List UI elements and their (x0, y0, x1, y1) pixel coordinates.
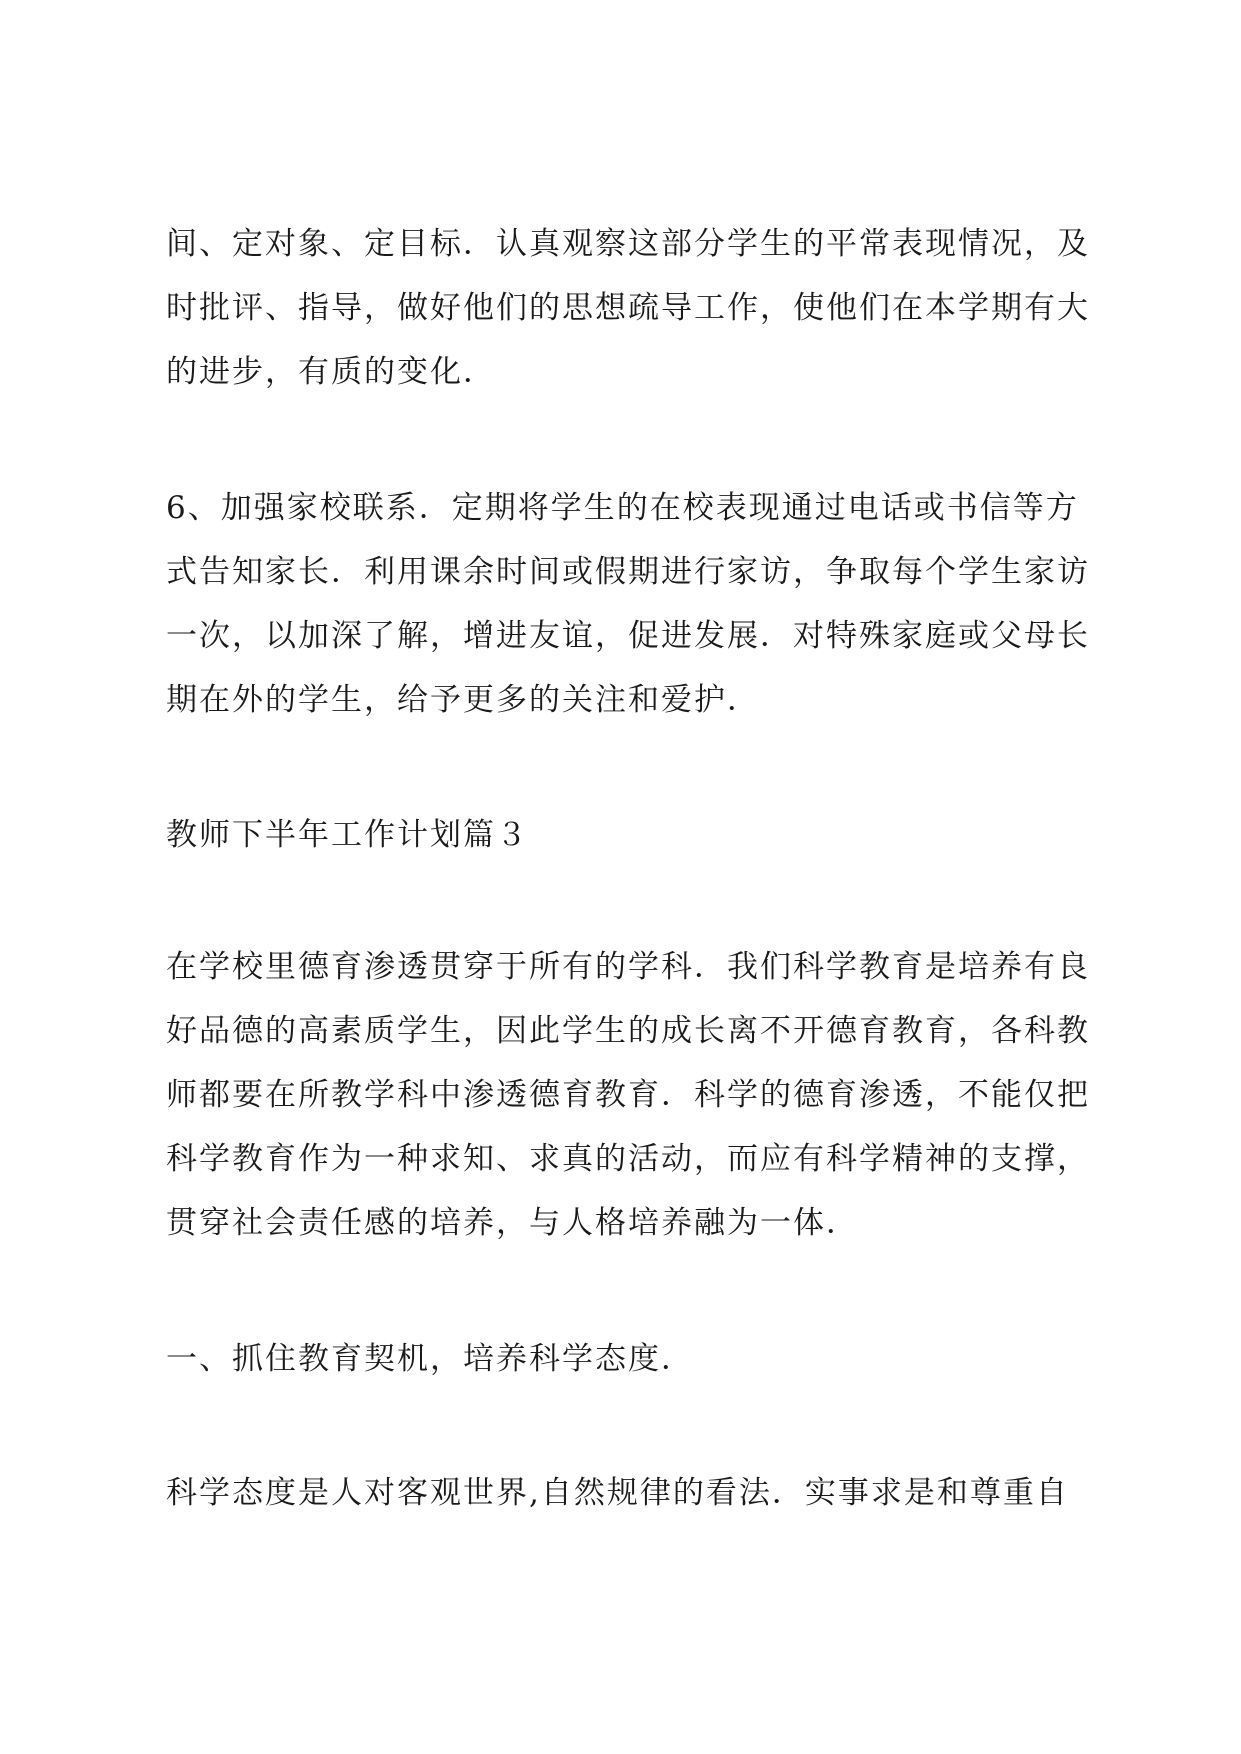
text-line: 贯穿社会责任感的培养，与人格培养融为一体． (166, 1205, 859, 1241)
text-line: 式告知家长．利用课余时间或假期进行家访，争取每个学生家访 (166, 554, 1090, 590)
paragraph-home-school-contact (166, 476, 1096, 732)
heading-text: 教师下半年工作计划篇３ (166, 817, 529, 853)
text-line: 师都要在所教学科中渗透德育教育．科学的德育渗透，不能仅把 (166, 1077, 1090, 1113)
text-line: 科学教育作为一种求知、求真的活动，而应有科学精神的支撑， (166, 1141, 1090, 1177)
text-line: 期在外的学生，给予更多的关注和爱护． (166, 682, 760, 718)
section-title (166, 803, 1096, 867)
text-line: 6、加强家校联系．定期将学生的在校表现通过电话或书信等方 (166, 490, 1079, 526)
text-line: 间、定对象、定目标．认真观察这部分学生的平常表现情况，及 (166, 226, 1090, 262)
heading-text: 一、抓住教育契机，培养科学态度． (166, 1341, 694, 1377)
text-line: 一次，以加深了解，增进友谊，促进发展．对特殊家庭或父母长 (166, 618, 1090, 654)
text-line: 好品德的高素质学生，因此学生的成长离不开德育教育，各科教 (166, 1013, 1090, 1049)
paragraph-moral-education (166, 935, 1096, 1255)
text-line: 科学态度是人对客观世界,自然规律的看法．实事求是和尊重自 (166, 1475, 1069, 1511)
text-line: 时批评、指导，做好他们的思想疏导工作，使他们在本学期有大 (166, 290, 1090, 326)
paragraph-scientific-attitude (166, 1461, 1096, 1525)
paragraph-continuation (166, 212, 1096, 404)
subsection-title (166, 1327, 1096, 1391)
text-line: 在学校里德育渗透贯穿于所有的学科．我们科学教育是培养有良 (166, 949, 1090, 985)
text-line: 的进步，有质的变化． (166, 354, 496, 390)
